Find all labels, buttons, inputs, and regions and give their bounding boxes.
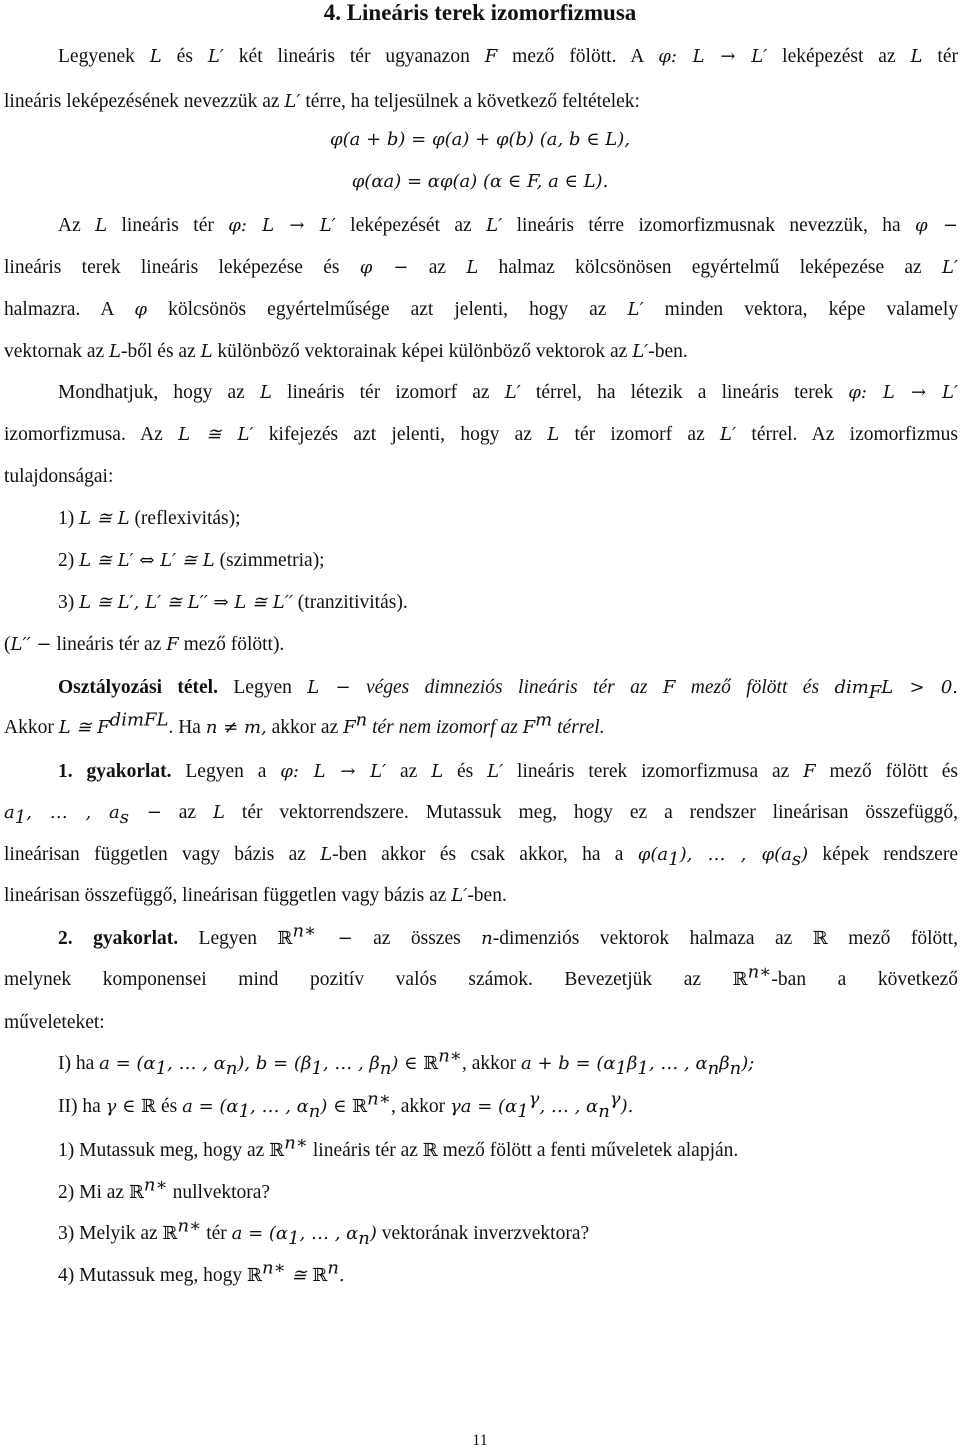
math: ℝ [732, 969, 748, 990]
text: 3) Melyik az [58, 1223, 163, 1244]
text: 1) [58, 508, 80, 529]
math: F [522, 717, 536, 738]
text-line [58, 593, 408, 613]
text: mező fölött). [178, 634, 285, 655]
subscript: 1 [517, 1100, 529, 1122]
text-line [58, 1215, 590, 1249]
bold-heading: 2. gyakorlat. [58, 928, 179, 949]
math: ℝ [423, 1053, 439, 1074]
subscript: 1 [637, 1057, 649, 1079]
math: a [4, 802, 15, 823]
text: az összes [352, 928, 482, 949]
subscript: 1 [238, 1100, 251, 1122]
text: 2) Mi az [58, 1182, 129, 1203]
text-line [58, 1088, 634, 1122]
math: φ(a [637, 844, 669, 865]
math: dim [834, 677, 869, 698]
text: tér [201, 1223, 232, 1244]
superscript: n∗ [747, 961, 772, 983]
text: -ban a következő [771, 969, 959, 990]
text: tér [922, 46, 958, 67]
math: φ − [915, 215, 958, 236]
math: , … , β [322, 1053, 380, 1074]
text: I) ha [58, 1053, 100, 1074]
text: kölcsönös egyértelműsége azt jelenti, hogy az [147, 299, 628, 320]
math: β [626, 1053, 638, 1074]
text: lineárisan független vagy bázis az [4, 844, 321, 865]
text: az [408, 257, 467, 278]
superscript: n∗ [262, 1257, 286, 1279]
text: műveleteket: [4, 1012, 105, 1033]
text: térrel, ha létezik a lineáris terek [520, 382, 849, 403]
text: vektornak az [4, 341, 110, 362]
text: kifejezés azt jelenti, hogy az [253, 424, 548, 445]
math: L′ [487, 761, 504, 782]
text: különböző vektorainak képei különböző vektorok az [212, 341, 633, 362]
math: a = (α [182, 1096, 239, 1117]
superscript: n∗ [284, 1132, 309, 1154]
math: L′′ − [10, 634, 52, 655]
text-line [4, 635, 284, 655]
text-line [58, 677, 958, 703]
text: II) ha [58, 1096, 106, 1117]
text-line [4, 886, 507, 906]
text: melynek komponensei mind pozitív valós számok. Bevezetjük az [4, 969, 733, 990]
math: F [484, 46, 498, 67]
text: mező fölött. A [497, 46, 659, 67]
math: L [213, 802, 225, 823]
text: halmazra. A [4, 299, 135, 320]
math: a = (α [231, 1223, 289, 1244]
math: ℝ [422, 1140, 438, 1161]
subscript: n [225, 1057, 238, 1079]
text: 2) [58, 550, 80, 571]
text: lineáris leképezésének nevezzük az [4, 91, 285, 112]
text: -ből és az [121, 341, 201, 362]
text: lineáris tér [107, 215, 229, 236]
math: L [259, 382, 272, 403]
text-line [58, 762, 958, 782]
math: ); [741, 1053, 755, 1074]
math: L′ [720, 424, 737, 445]
text: leképezést az [767, 46, 911, 67]
math: L ≅ F [58, 717, 110, 738]
text-line [58, 1257, 345, 1286]
text: Legyenek [58, 46, 150, 67]
bold-heading: Osztályozási tétel. [58, 677, 218, 698]
math: ℝ [352, 1096, 368, 1117]
text: lineáris tér az [308, 1140, 423, 1161]
math: a + b = (α [521, 1053, 616, 1074]
math: β [719, 1053, 730, 1074]
math: F [803, 761, 816, 782]
text: , akkor [462, 1053, 522, 1074]
math: n ≠ m, [205, 717, 267, 738]
text: 3) [58, 592, 80, 613]
superscript: n∗ [438, 1045, 463, 1067]
math: ℝ [269, 1140, 285, 1161]
math: φ: L → L′ [658, 46, 768, 67]
subscript: s [791, 848, 802, 870]
subscript: F [868, 681, 882, 703]
text-line [58, 47, 958, 67]
text: (tranzitivitás). [292, 592, 408, 613]
math: n [481, 928, 493, 949]
text: tér izomorf az [559, 424, 721, 445]
text: lineáris térre izomorfizmusnak nevezzük, ha [502, 215, 916, 236]
text: halmaz kölcsönösen egyértelmű leképezése az [478, 257, 942, 278]
text: nullvektora? [167, 1182, 271, 1203]
subscript: 1 [14, 806, 27, 828]
text: 1) Mutassuk meg, hogy az [58, 1140, 270, 1161]
math: φ: L → L′ [228, 215, 336, 236]
text: Mondhatjuk, hogy az [58, 382, 260, 403]
text: izomorfizmusa. Az [4, 424, 179, 445]
superscript: n∗ [143, 1174, 168, 1196]
math: . [338, 1265, 345, 1286]
superscript: n∗ [177, 1215, 202, 1237]
math: L ≅ L′, L′ ≅ L′′ ⇒ L ≅ L′′ [79, 592, 293, 613]
text-line [58, 509, 241, 529]
text-line [58, 1132, 739, 1161]
text: két lineáris tér ugyanazon [223, 46, 485, 67]
text-line [58, 383, 958, 403]
text: 4) Mutassuk meg, hogy [58, 1265, 248, 1286]
superscript: γ [528, 1088, 540, 1110]
superscript: m [535, 709, 553, 731]
text: és [443, 761, 488, 782]
math: L ≅ L′ [178, 424, 254, 445]
math: , … , α [648, 1053, 708, 1074]
math: φ: L → L′ [280, 761, 387, 782]
math: − [128, 802, 162, 823]
text-line [58, 920, 958, 949]
text: akkor az [266, 717, 344, 738]
math: φ(αa) = αφ(a) (α ∈ F, a ∈ L). [351, 171, 609, 192]
math: L′ [941, 257, 958, 278]
superscript: dimFL [109, 709, 169, 731]
text: és [156, 1096, 183, 1117]
text-line [58, 1045, 755, 1079]
math: ≅ [285, 1265, 313, 1286]
subscript: 1 [668, 848, 680, 870]
text: lineáris tér izomorf az [271, 382, 505, 403]
text: (szimmetria); [214, 550, 325, 571]
math: φ(a + b) = φ(a) + φ(b) (a, b ∈ L), [330, 129, 630, 150]
superscript: n [327, 1257, 339, 1279]
text: vektorának inverzvektora? [376, 1223, 590, 1244]
math: L [466, 257, 479, 278]
text: ( [4, 634, 11, 655]
math: L′ [486, 215, 503, 236]
math: F [343, 717, 356, 738]
math: L′ [451, 885, 468, 906]
text: az [161, 802, 214, 823]
text: (reflexivitás); [129, 508, 241, 529]
math: ). [620, 1096, 634, 1117]
subscript: n [308, 1100, 321, 1122]
text: képek rendszere [808, 844, 958, 865]
text-line [4, 802, 959, 828]
text-line [4, 467, 113, 487]
math: ℝ [247, 1265, 262, 1286]
subscript: 1 [615, 1057, 627, 1079]
math: L ≅ L′ ⇔ L′ ≅ L [79, 550, 215, 571]
math: , … , α [167, 1053, 226, 1074]
subscript: 1 [288, 1227, 300, 1249]
math: ), … , φ(a [679, 844, 792, 865]
superscript: n [355, 709, 368, 731]
superscript: n∗ [367, 1088, 391, 1110]
text: Akkor [4, 717, 59, 738]
math: L − [307, 677, 351, 698]
text: mező fölött a fenti műveletek alapján. [437, 1140, 739, 1161]
text: tér vektorrendszere. Mutassuk meg, hogy ez a rendszer lineárisan összefüggő, [224, 802, 959, 823]
superscript: n∗ [292, 920, 317, 942]
italic-text: térrel. [552, 717, 605, 738]
math: , … , a [26, 802, 120, 823]
math: φ [134, 299, 148, 320]
math: L [910, 46, 923, 67]
subscript: 1 [155, 1057, 168, 1079]
math: γa = (α [450, 1096, 518, 1117]
math: − [316, 928, 353, 949]
text-line [4, 300, 958, 320]
text-line [4, 258, 958, 278]
math: L > 0. [881, 677, 958, 698]
text: Legyen [217, 677, 308, 698]
text: Legyen a [171, 761, 281, 782]
text-line [58, 551, 325, 571]
text: mező fölött és [815, 761, 958, 782]
math: L [95, 215, 108, 236]
text-line [4, 961, 959, 990]
text-line [4, 709, 605, 738]
text: térre, ha teljesülnek a következő feltételek: [300, 91, 640, 112]
math: ℝ [128, 1182, 144, 1203]
text-line [58, 1174, 271, 1203]
text: , akkor [390, 1096, 451, 1117]
math: φ: L → L′ [848, 382, 959, 403]
math: L ≅ L [79, 508, 130, 529]
math: ) [369, 1223, 377, 1244]
math: L′ [207, 46, 224, 67]
math: , … , α [299, 1223, 359, 1244]
text: Legyen [178, 928, 278, 949]
subscript: n [358, 1227, 370, 1249]
math: ) [801, 844, 809, 865]
italic-text: véges dimneziós lineáris tér az [350, 677, 663, 698]
text: lineáris terek lineáris leképezése és [4, 257, 360, 278]
subscript: 1 [311, 1057, 323, 1079]
text: térrel. Az izomorfizmus [736, 424, 958, 445]
text: -dimenziós vektorok halmaza az [492, 928, 813, 949]
math: a = (α [99, 1053, 156, 1074]
math: ), b = (β [237, 1053, 312, 1074]
text: -ben. [648, 341, 688, 362]
math: ℝ [812, 928, 828, 949]
subscript: n [729, 1057, 742, 1079]
text-line [4, 844, 958, 870]
math: ℝ [141, 1096, 157, 1117]
subscript: s [119, 806, 129, 828]
math: L′ [284, 91, 301, 112]
math: L′ [632, 341, 649, 362]
superscript: γ [609, 1088, 621, 1110]
math: L [109, 341, 121, 362]
math: ) ∈ [320, 1096, 353, 1117]
math: L [320, 844, 333, 865]
text-line [4, 342, 688, 362]
math: γ ∈ [105, 1096, 142, 1117]
math: F [166, 634, 179, 655]
subscript: n [598, 1100, 610, 1122]
text: tulajdonságai: [4, 466, 114, 487]
math: L [200, 341, 213, 362]
math: , … , α [250, 1096, 309, 1117]
text-line [58, 216, 958, 236]
text: -ben akkor és csak akkor, ha a [332, 844, 638, 865]
subscript: n [707, 1057, 720, 1079]
math: L [547, 424, 560, 445]
text-line [0, 130, 960, 150]
math: L′ [504, 382, 521, 403]
math: , … , α [539, 1096, 599, 1117]
italic-text: mező fölött és [675, 677, 835, 698]
math: L [431, 761, 444, 782]
math: F [662, 677, 676, 698]
text: leképezését az [335, 215, 487, 236]
text-line [4, 92, 640, 112]
text-line [4, 1013, 105, 1033]
italic-text: tér nem izomorf az [367, 717, 523, 738]
text-line [4, 425, 958, 445]
text: és [161, 46, 208, 67]
page-title: 4. Lineáris terek izomorfizmusa [323, 0, 637, 25]
text: lineáris tér az [51, 634, 167, 655]
text: . Ha [168, 717, 206, 738]
text: lineárisan összefüggő, lineárisan független vagy bázis az [4, 885, 452, 906]
subscript: n [379, 1057, 392, 1079]
math: L′ [627, 299, 644, 320]
page-number: 11 [472, 1432, 488, 1449]
text: mező fölött, [827, 928, 958, 949]
text: Az [58, 215, 96, 236]
math: ℝ [277, 928, 293, 949]
text: lineáris terek izomorfizmusa az [503, 761, 804, 782]
math: φ − [359, 257, 409, 278]
text: -ben. [467, 885, 507, 906]
text-line [0, 172, 960, 192]
text: minden vektora, képe valamely [643, 299, 958, 320]
bold-heading: 1. gyakorlat. [58, 761, 172, 782]
math: L [149, 46, 162, 67]
text: az [386, 761, 432, 782]
math: ℝ [312, 1265, 328, 1286]
math: ℝ [162, 1223, 178, 1244]
math: ) ∈ [391, 1053, 424, 1074]
